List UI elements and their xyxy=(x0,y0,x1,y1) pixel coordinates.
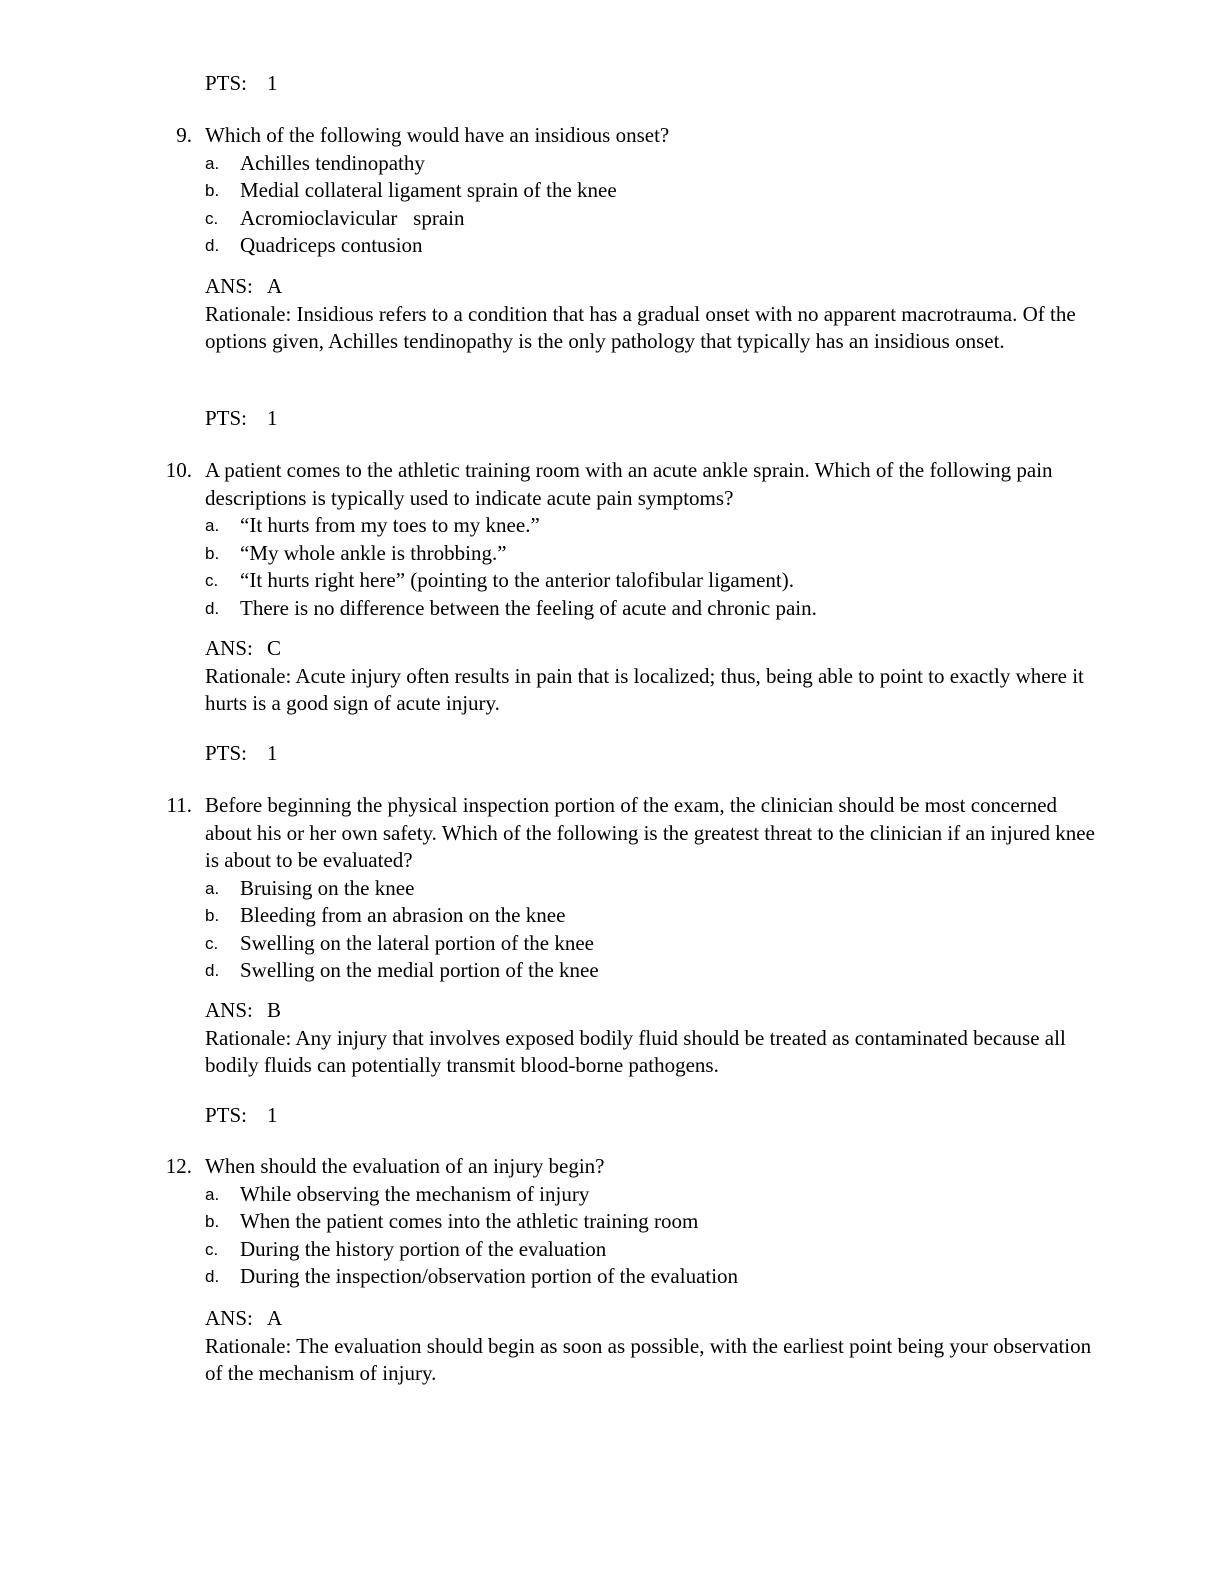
question-stem: A patient comes to the athletic training room with an acute ankle sprain. Which of the following pain descriptions is typically used to indicate acute pain symptoms? xyxy=(205,458,1053,510)
ans-value: B xyxy=(267,998,282,1022)
rationale-text: Rationale: Acute injury often results in pain that is localized; thus, being able to point to exactly where it hurts is a good sign of acute injury. xyxy=(205,663,1084,715)
option-text: During the inspection/observation portion of the evaluation xyxy=(240,1264,739,1288)
answer-block-10 xyxy=(205,635,1105,718)
option-letter: c. xyxy=(205,208,219,228)
rationale-text: Rationale: Any injury that involves exposed bodily fluid should be treated as contaminated because all bodily fluids can potentially transmit blood-borne pathogens. xyxy=(205,1025,1066,1077)
option-a xyxy=(205,875,1105,903)
option-text: Swelling on the medial portion of the knee xyxy=(240,958,599,982)
option-text: Achilles tendinopathy xyxy=(240,150,425,175)
option-text: “It hurts right here” (pointing to the anterior talofibular ligament). xyxy=(240,568,794,592)
pts-line-top xyxy=(205,70,1105,98)
option-letter: a. xyxy=(205,878,220,898)
question-stem: Which of the following would have an insidious onset? xyxy=(205,123,670,147)
question-number: 11. xyxy=(166,793,192,817)
pts-value: 1 xyxy=(267,406,278,430)
question-stem: Before beginning the physical inspection portion of the exam, the clinician should be most concerned about his or her own safety. Which of the following is the greatest threat to the clinician if an injured knee is about to be evaluated? xyxy=(205,793,1095,872)
option-letter: b. xyxy=(205,906,220,925)
option-a xyxy=(205,150,1105,178)
option-text: There is no difference between the feeling of acute and chronic pain. xyxy=(240,595,817,620)
answer-block-9 xyxy=(205,273,1105,356)
option-d xyxy=(205,1263,1105,1291)
option-text: Swelling on the lateral portion of the knee xyxy=(240,930,594,955)
pts-value: 1 xyxy=(267,71,278,95)
pts-line-10 xyxy=(205,740,1105,768)
option-c xyxy=(205,205,1105,233)
answer-options xyxy=(205,512,1105,622)
option-text: While observing the mechanism of injury xyxy=(240,1181,590,1206)
answer-line xyxy=(205,997,1105,1025)
option-letter: a. xyxy=(205,1184,220,1204)
option-text: Bruising on the knee xyxy=(240,875,415,900)
option-letter: d. xyxy=(205,598,220,618)
ans-value: A xyxy=(267,274,283,298)
pts-label: PTS: xyxy=(205,71,248,95)
option-letter: d. xyxy=(205,1267,220,1286)
rationale-text: Rationale: Insidious refers to a condition that has a gradual onset with no apparent macrotrauma. Of the options given, Achilles tendinopathy is the only pathology that typically has an insidious onset. xyxy=(205,301,1076,353)
option-letter: a. xyxy=(205,516,220,535)
option-letter: c. xyxy=(205,933,219,953)
option-c xyxy=(205,930,1105,958)
ans-label: ANS: xyxy=(205,998,253,1022)
option-letter: d. xyxy=(205,236,220,255)
ans-label: ANS: xyxy=(205,1306,253,1330)
answer-options xyxy=(205,1181,1105,1291)
ans-value: C xyxy=(267,636,282,660)
option-d xyxy=(205,957,1105,985)
question-12 xyxy=(140,1153,1105,1291)
option-c xyxy=(205,567,1105,595)
pts-label: PTS: xyxy=(205,1103,248,1127)
option-letter: c. xyxy=(205,571,219,590)
pts-label: PTS: xyxy=(205,406,248,430)
pts-line-9 xyxy=(205,405,1105,433)
option-c xyxy=(205,1236,1105,1264)
question-number: 12. xyxy=(165,1154,192,1178)
pts-label: PTS: xyxy=(205,741,248,765)
answer-options xyxy=(205,875,1105,985)
option-a xyxy=(205,1181,1105,1209)
option-letter: d. xyxy=(205,961,220,980)
option-letter: a. xyxy=(205,153,220,173)
option-text: Quadriceps contusion xyxy=(240,233,423,257)
question-number: 10. xyxy=(165,458,192,482)
option-text: Medial collateral ligament sprain of the knee xyxy=(240,178,617,202)
option-text: “It hurts from my toes to my knee.” xyxy=(240,513,540,537)
pts-line-11 xyxy=(205,1102,1105,1130)
option-b xyxy=(205,177,1105,205)
answer-block-12 xyxy=(205,1305,1105,1388)
option-text: Bleeding from an abrasion on the knee xyxy=(240,903,566,927)
answer-line xyxy=(205,273,1105,301)
option-a xyxy=(205,512,1105,540)
ans-label: ANS: xyxy=(205,274,253,298)
option-d xyxy=(205,232,1105,260)
option-d xyxy=(205,595,1105,623)
question-9 xyxy=(140,122,1105,260)
option-letter: b. xyxy=(205,1212,220,1231)
option-text: Acromioclavicular sprain xyxy=(240,205,465,230)
answer-options xyxy=(205,150,1105,260)
option-b xyxy=(205,540,1105,568)
option-letter: c. xyxy=(205,1239,219,1259)
ans-label: ANS: xyxy=(205,636,253,660)
option-b xyxy=(205,902,1105,930)
option-text: “My whole ankle is throbbing.” xyxy=(240,540,507,565)
pts-value: 1 xyxy=(267,1103,278,1127)
option-letter: b. xyxy=(205,543,220,563)
rationale-text: Rationale: The evaluation should begin as soon as possible, with the earliest point being your observation of the mechanism of injury. xyxy=(205,1333,1092,1385)
question-11 xyxy=(140,792,1105,985)
option-text: When the patient comes into the athletic training room xyxy=(240,1209,699,1233)
question-stem: When should the evaluation of an injury begin? xyxy=(205,1154,605,1178)
question-number: 9. xyxy=(176,123,192,147)
option-letter: b. xyxy=(205,181,220,200)
answer-line xyxy=(205,1305,1105,1333)
answer-block-11 xyxy=(205,997,1105,1080)
answer-line xyxy=(205,635,1105,663)
option-text: During the history portion of the evaluation xyxy=(240,1236,607,1261)
option-b xyxy=(205,1208,1105,1236)
ans-value: A xyxy=(267,1306,283,1330)
pts-value: 1 xyxy=(267,741,278,765)
question-10 xyxy=(140,457,1105,622)
